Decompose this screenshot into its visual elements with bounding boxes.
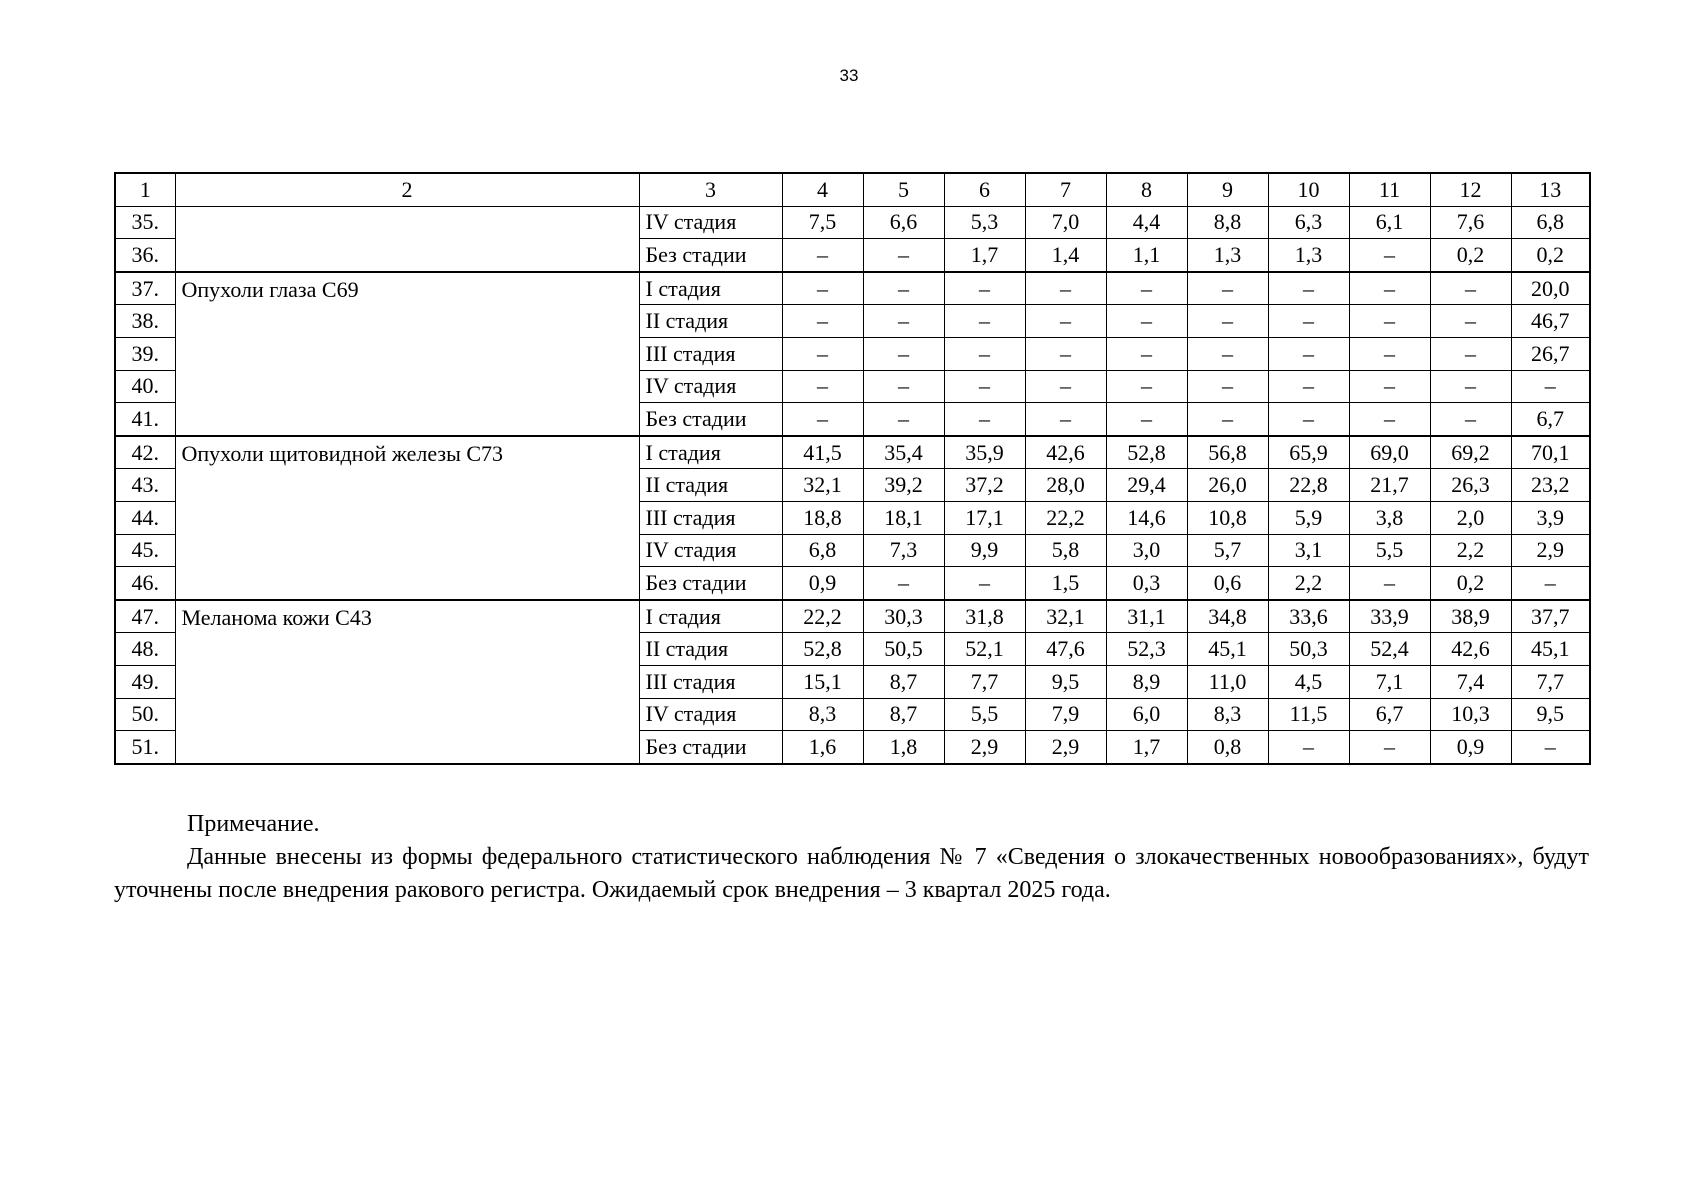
value-cell: 7,9 <box>1025 698 1106 731</box>
column-header: 4 <box>782 173 863 206</box>
value-cell: 0,6 <box>1187 567 1268 600</box>
table-row <box>115 272 1590 305</box>
stage-label: IV стадия <box>639 698 782 731</box>
value-cell: 6,0 <box>1106 698 1187 731</box>
value-cell: 1,4 <box>1025 239 1106 272</box>
stage-label: Без стадии <box>639 567 782 600</box>
value-cell: – <box>944 272 1025 305</box>
value-cell: 1,7 <box>1106 731 1187 764</box>
stage-label: IV стадия <box>639 370 782 403</box>
value-cell: – <box>944 567 1025 600</box>
column-header: 2 <box>175 173 639 206</box>
row-number: 47. <box>115 600 175 633</box>
value-cell: – <box>1349 239 1430 272</box>
value-cell: 7,1 <box>1349 665 1430 698</box>
value-cell: – <box>863 403 944 436</box>
value-cell: 41,5 <box>782 436 863 469</box>
value-cell: 7,4 <box>1430 665 1511 698</box>
value-cell: 50,5 <box>863 633 944 666</box>
value-cell: 1,7 <box>944 239 1025 272</box>
value-cell: – <box>944 403 1025 436</box>
value-cell: – <box>1349 731 1430 764</box>
value-cell: – <box>1025 403 1106 436</box>
value-cell: 18,1 <box>863 501 944 534</box>
value-cell: 1,5 <box>1025 567 1106 600</box>
row-number: 48. <box>115 633 175 666</box>
value-cell: – <box>1268 731 1349 764</box>
value-cell: – <box>1349 403 1430 436</box>
column-header: 13 <box>1511 173 1590 206</box>
value-cell: 4,4 <box>1106 206 1187 239</box>
value-cell: 0,8 <box>1187 731 1268 764</box>
value-cell: – <box>1187 370 1268 403</box>
column-header: 11 <box>1349 173 1430 206</box>
value-cell: 5,5 <box>1349 534 1430 567</box>
value-cell: – <box>1430 370 1511 403</box>
value-cell: – <box>782 272 863 305</box>
value-cell: 56,8 <box>1187 436 1268 469</box>
tumor-type <box>175 206 639 272</box>
value-cell: – <box>1430 305 1511 338</box>
value-cell: 42,6 <box>1430 633 1511 666</box>
stage-label: Без стадии <box>639 239 782 272</box>
value-cell: 3,0 <box>1106 534 1187 567</box>
value-cell: 21,7 <box>1349 469 1430 502</box>
value-cell: 8,9 <box>1106 665 1187 698</box>
value-cell: 31,8 <box>944 600 1025 633</box>
value-cell: 7,5 <box>782 206 863 239</box>
value-cell: 1,3 <box>1187 239 1268 272</box>
value-cell: 18,8 <box>782 501 863 534</box>
value-cell: 6,1 <box>1349 206 1430 239</box>
value-cell: – <box>944 305 1025 338</box>
row-number: 43. <box>115 469 175 502</box>
note <box>114 808 1589 907</box>
table-row <box>115 206 1590 239</box>
row-number: 46. <box>115 567 175 600</box>
value-cell: – <box>1511 370 1590 403</box>
value-cell: 32,1 <box>782 469 863 502</box>
value-cell: – <box>944 370 1025 403</box>
value-cell: 15,1 <box>782 665 863 698</box>
note-title: Примечание. <box>187 811 320 837</box>
table-row <box>115 600 1590 633</box>
value-cell: – <box>863 239 944 272</box>
value-cell: 45,1 <box>1187 633 1268 666</box>
value-cell: 2,0 <box>1430 501 1511 534</box>
value-cell: – <box>863 337 944 370</box>
row-number: 40. <box>115 370 175 403</box>
value-cell: 52,8 <box>1106 436 1187 469</box>
stage-label: I стадия <box>639 272 782 305</box>
stage-label: I стадия <box>639 436 782 469</box>
value-cell: 5,5 <box>944 698 1025 731</box>
row-number: 41. <box>115 403 175 436</box>
column-header: 8 <box>1106 173 1187 206</box>
value-cell: – <box>1106 337 1187 370</box>
value-cell: 28,0 <box>1025 469 1106 502</box>
value-cell: 26,3 <box>1430 469 1511 502</box>
value-cell: 6,7 <box>1349 698 1430 731</box>
value-cell: 52,4 <box>1349 633 1430 666</box>
stage-label: I стадия <box>639 600 782 633</box>
value-cell: 5,9 <box>1268 501 1349 534</box>
value-cell: 7,6 <box>1430 206 1511 239</box>
row-number: 35. <box>115 206 175 239</box>
value-cell: 2,9 <box>1511 534 1590 567</box>
value-cell: – <box>1025 370 1106 403</box>
column-header: 5 <box>863 173 944 206</box>
table-header-row <box>115 173 1590 206</box>
value-cell: 0,2 <box>1511 239 1590 272</box>
row-number: 42. <box>115 436 175 469</box>
value-cell: 8,8 <box>1187 206 1268 239</box>
value-cell: 35,9 <box>944 436 1025 469</box>
table-row <box>115 436 1590 469</box>
value-cell: 10,8 <box>1187 501 1268 534</box>
note-text: Данные внесены из формы федерального статистического наблюдения № 7 «Сведения о злокачественных новообразованиях», будут уточнены после внедрения ракового регистра. Ожидаемый срок внедрения – 3 квартал 2025 года. <box>114 844 1589 903</box>
value-cell: – <box>1106 403 1187 436</box>
value-cell: 45,1 <box>1511 633 1590 666</box>
value-cell: – <box>1187 403 1268 436</box>
value-cell: 23,2 <box>1511 469 1590 502</box>
value-cell: 52,3 <box>1106 633 1187 666</box>
column-header: 6 <box>944 173 1025 206</box>
value-cell: – <box>782 403 863 436</box>
tumor-type: Опухоли щитовидной железы С73 <box>175 436 639 600</box>
value-cell: 0,9 <box>1430 731 1511 764</box>
stage-label: II стадия <box>639 469 782 502</box>
value-cell: – <box>1187 305 1268 338</box>
value-cell: 33,9 <box>1349 600 1430 633</box>
value-cell: – <box>1025 272 1106 305</box>
value-cell: – <box>1349 567 1430 600</box>
value-cell: 11,5 <box>1268 698 1349 731</box>
value-cell: 9,5 <box>1511 698 1590 731</box>
stage-label: II стадия <box>639 633 782 666</box>
value-cell: 11,0 <box>1187 665 1268 698</box>
value-cell: 35,4 <box>863 436 944 469</box>
stage-label: IV стадия <box>639 534 782 567</box>
value-cell: 20,0 <box>1511 272 1590 305</box>
value-cell: 1,1 <box>1106 239 1187 272</box>
value-cell: 69,2 <box>1430 436 1511 469</box>
value-cell: – <box>1511 731 1590 764</box>
stage-label: IV стадия <box>639 206 782 239</box>
page-number: 33 <box>839 66 859 85</box>
value-cell: 50,3 <box>1268 633 1349 666</box>
value-cell: 5,3 <box>944 206 1025 239</box>
value-cell: 38,9 <box>1430 600 1511 633</box>
value-cell: 29,4 <box>1106 469 1187 502</box>
row-number: 49. <box>115 665 175 698</box>
value-cell: 3,1 <box>1268 534 1349 567</box>
value-cell: 33,6 <box>1268 600 1349 633</box>
value-cell: 1,6 <box>782 731 863 764</box>
tumor-type: Меланома кожи С43 <box>175 600 639 764</box>
value-cell: 69,0 <box>1349 436 1430 469</box>
value-cell: 17,1 <box>944 501 1025 534</box>
value-cell: 26,0 <box>1187 469 1268 502</box>
value-cell: 22,2 <box>782 600 863 633</box>
value-cell: – <box>1430 403 1511 436</box>
value-cell: 7,7 <box>1511 665 1590 698</box>
row-number: 44. <box>115 501 175 534</box>
row-number: 38. <box>115 305 175 338</box>
value-cell: – <box>1430 337 1511 370</box>
value-cell: – <box>782 337 863 370</box>
value-cell: – <box>1511 567 1590 600</box>
value-cell: 37,2 <box>944 469 1025 502</box>
value-cell: 5,8 <box>1025 534 1106 567</box>
value-cell: 34,8 <box>1187 600 1268 633</box>
value-cell: 7,3 <box>863 534 944 567</box>
stage-label: Без стадии <box>639 731 782 764</box>
value-cell: 46,7 <box>1511 305 1590 338</box>
value-cell: – <box>1268 272 1349 305</box>
value-cell: 3,8 <box>1349 501 1430 534</box>
value-cell: 70,1 <box>1511 436 1590 469</box>
value-cell: – <box>782 370 863 403</box>
value-cell: – <box>1106 370 1187 403</box>
value-cell: 6,8 <box>1511 206 1590 239</box>
value-cell: 22,8 <box>1268 469 1349 502</box>
value-cell: – <box>1268 337 1349 370</box>
row-number: 45. <box>115 534 175 567</box>
column-header: 9 <box>1187 173 1268 206</box>
value-cell: 7,7 <box>944 665 1025 698</box>
column-header: 7 <box>1025 173 1106 206</box>
row-number: 36. <box>115 239 175 272</box>
value-cell: 8,3 <box>1187 698 1268 731</box>
value-cell: 2,9 <box>1025 731 1106 764</box>
column-header: 12 <box>1430 173 1511 206</box>
value-cell: 6,8 <box>782 534 863 567</box>
value-cell: 32,1 <box>1025 600 1106 633</box>
value-cell: – <box>1349 337 1430 370</box>
value-cell: 1,8 <box>863 731 944 764</box>
value-cell: – <box>1187 272 1268 305</box>
value-cell: 37,7 <box>1511 600 1590 633</box>
value-cell: – <box>782 305 863 338</box>
value-cell: 39,2 <box>863 469 944 502</box>
value-cell: – <box>1268 305 1349 338</box>
column-header: 3 <box>639 173 782 206</box>
value-cell: – <box>1349 272 1430 305</box>
value-cell: 9,9 <box>944 534 1025 567</box>
row-number: 51. <box>115 731 175 764</box>
value-cell: – <box>1187 337 1268 370</box>
value-cell: 6,3 <box>1268 206 1349 239</box>
value-cell: 4,5 <box>1268 665 1349 698</box>
value-cell: 0,9 <box>782 567 863 600</box>
data-table <box>114 172 1591 765</box>
value-cell: 3,9 <box>1511 501 1590 534</box>
value-cell: 52,1 <box>944 633 1025 666</box>
stage-label: II стадия <box>639 305 782 338</box>
stage-label: III стадия <box>639 337 782 370</box>
value-cell: 8,7 <box>863 665 944 698</box>
value-cell: 6,6 <box>863 206 944 239</box>
value-cell: 8,7 <box>863 698 944 731</box>
value-cell: 0,3 <box>1106 567 1187 600</box>
value-cell: – <box>944 337 1025 370</box>
value-cell: 8,3 <box>782 698 863 731</box>
value-cell: – <box>1268 403 1349 436</box>
column-header: 10 <box>1268 173 1349 206</box>
stage-label: III стадия <box>639 665 782 698</box>
value-cell: 26,7 <box>1511 337 1590 370</box>
value-cell: – <box>863 370 944 403</box>
value-cell: – <box>1349 370 1430 403</box>
value-cell: – <box>1025 305 1106 338</box>
value-cell: – <box>1025 337 1106 370</box>
row-number: 37. <box>115 272 175 305</box>
row-number: 39. <box>115 337 175 370</box>
value-cell: 5,7 <box>1187 534 1268 567</box>
stage-label: III стадия <box>639 501 782 534</box>
value-cell: 2,9 <box>944 731 1025 764</box>
value-cell: 14,6 <box>1106 501 1187 534</box>
row-number: 50. <box>115 698 175 731</box>
value-cell: 2,2 <box>1268 567 1349 600</box>
value-cell: 22,2 <box>1025 501 1106 534</box>
column-header: 1 <box>115 173 175 206</box>
value-cell: 0,2 <box>1430 567 1511 600</box>
value-cell: 30,3 <box>863 600 944 633</box>
value-cell: – <box>1106 272 1187 305</box>
value-cell: 6,7 <box>1511 403 1590 436</box>
value-cell: 47,6 <box>1025 633 1106 666</box>
value-cell: – <box>863 567 944 600</box>
value-cell: 1,3 <box>1268 239 1349 272</box>
value-cell: 7,0 <box>1025 206 1106 239</box>
value-cell: 31,1 <box>1106 600 1187 633</box>
value-cell: – <box>782 239 863 272</box>
value-cell: 52,8 <box>782 633 863 666</box>
value-cell: 2,2 <box>1430 534 1511 567</box>
value-cell: 9,5 <box>1025 665 1106 698</box>
stage-label: Без стадии <box>639 403 782 436</box>
value-cell: – <box>1268 370 1349 403</box>
value-cell: – <box>863 272 944 305</box>
tumor-type: Опухоли глаза С69 <box>175 272 639 436</box>
value-cell: 65,9 <box>1268 436 1349 469</box>
value-cell: 0,2 <box>1430 239 1511 272</box>
value-cell: – <box>863 305 944 338</box>
value-cell: – <box>1349 305 1430 338</box>
value-cell: – <box>1106 305 1187 338</box>
value-cell: 10,3 <box>1430 698 1511 731</box>
value-cell: – <box>1430 272 1511 305</box>
value-cell: 42,6 <box>1025 436 1106 469</box>
